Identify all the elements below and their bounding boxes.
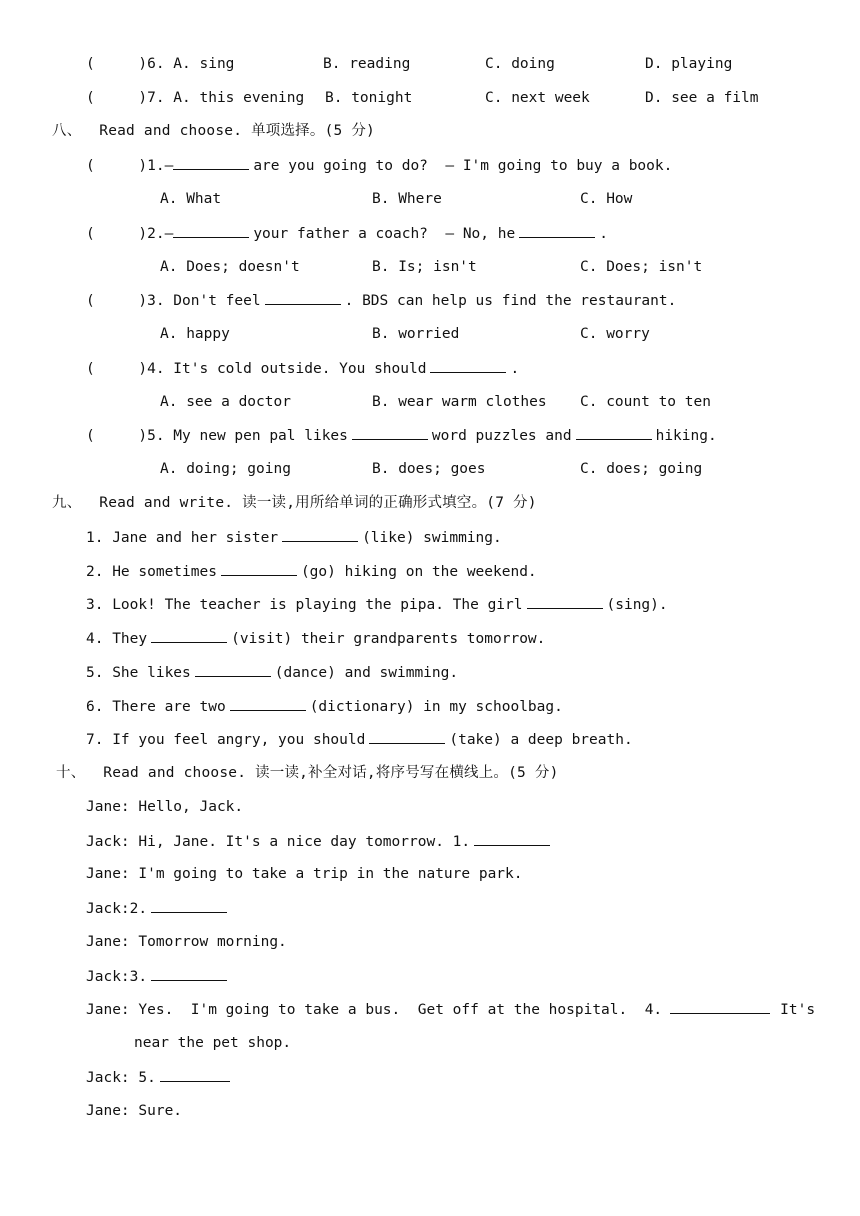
s9-item-1-pre: 1. Jane and her sister [86, 530, 279, 546]
s8-q1 [86, 155, 672, 175]
s8-q4-post: . [510, 361, 520, 377]
answer-blank[interactable] [151, 898, 227, 913]
s8-q5-mid: word puzzles and [431, 428, 572, 444]
s8-q1-post: are you going to do? — I'm going to buy a book. [253, 158, 673, 174]
s9-item-4-pre: 4. They [86, 631, 148, 647]
s9-item-3 [86, 594, 668, 614]
s7-q7-option-c: C. next week [485, 90, 590, 106]
s8-q2-pre: ( )2.— [86, 226, 174, 242]
s9-title: 九、 Read and write. 读一读,用所给单词的正确形式填空。(7 分) [52, 495, 537, 511]
s8-q2-option-b: B. Is; isn't [372, 259, 477, 275]
s7-q6-stem: ( )6. A. sing [86, 56, 235, 72]
s9-item-5-pre: 5. She likes [86, 665, 191, 681]
s8-q1-option-c: C. How [580, 191, 633, 207]
s7-q7-option-b: B. tonight [325, 90, 413, 106]
s7-q7-stem: ( )7. A. this evening [86, 90, 305, 106]
s8-q4-option-b: B. wear warm clothes [372, 394, 547, 410]
s8-q3-pre: ( )3. Don't feel [86, 293, 261, 309]
s10-line-9: Jane: Sure. [86, 1103, 183, 1119]
s9-item-3-pre: 3. Look! The teacher is playing the pipa. The girl [86, 597, 523, 613]
s8-q2-mid: your father a coach? — No, he [253, 226, 516, 242]
s9-item-5 [86, 662, 458, 682]
answer-blank[interactable] [474, 831, 550, 846]
s8-q5-option-b: B. does; goes [372, 461, 486, 477]
answer-blank[interactable] [151, 966, 227, 981]
answer-blank[interactable] [519, 223, 595, 238]
s9-item-4-post: (visit) their grandparents tomorrow. [231, 631, 546, 647]
s7-q6-option-c: C. doing [485, 56, 555, 72]
s8-q4-option-a: A. see a doctor [160, 394, 291, 410]
answer-blank[interactable] [265, 290, 341, 305]
s9-item-1-post: (like) swimming. [362, 530, 502, 546]
answer-blank[interactable] [576, 425, 652, 440]
s8-q3-option-b: B. worried [372, 326, 460, 342]
answer-blank[interactable] [160, 1067, 230, 1082]
s8-q2-option-c: C. Does; isn't [580, 259, 703, 275]
s9-item-7-post: (take) a deep breath. [449, 732, 633, 748]
s10-line-4 [86, 898, 231, 918]
s9-item-7 [86, 729, 633, 749]
s8-q3 [86, 290, 676, 310]
s8-q1-option-a: A. What [160, 191, 222, 207]
answer-blank[interactable] [527, 594, 603, 609]
s8-q4-option-c: C. count to ten [580, 394, 711, 410]
s10-line-7-cont: near the pet shop. [134, 1035, 292, 1051]
s9-item-1 [86, 527, 502, 547]
answer-blank[interactable] [670, 999, 770, 1014]
s7-q7-option-d: D. see a film [645, 90, 759, 106]
s9-item-2-pre: 2. He sometimes [86, 564, 217, 580]
answer-blank[interactable] [173, 223, 249, 238]
s10-title: 十、 Read and choose. 读一读,补全对话,将序号写在横线上。(5 分) [56, 765, 559, 781]
s10-line-5: Jane: Tomorrow morning. [86, 934, 287, 950]
s10-line-7 [86, 999, 815, 1019]
s8-q3-option-c: C. worry [580, 326, 650, 342]
answer-blank[interactable] [151, 628, 227, 643]
s10-line-6-text: Jack:3. [86, 969, 148, 985]
s10-line-8 [86, 1067, 234, 1087]
s9-item-5-post: (dance) and swimming. [274, 665, 459, 681]
answer-blank[interactable] [282, 527, 358, 542]
s8-q5-option-c: C. does; going [580, 461, 703, 477]
s8-q1-option-b: B. Where [372, 191, 442, 207]
s8-q4-pre: ( )4. It's cold outside. You should [86, 361, 427, 377]
s8-q2 [86, 223, 608, 243]
s9-item-6 [86, 696, 563, 716]
s10-line-3: Jane: I'm going to take a trip in the nature park. [86, 866, 523, 882]
s8-q1-pre: ( )1.— [86, 158, 174, 174]
s10-line-8-text: Jack: 5. [86, 1070, 156, 1086]
s9-item-4 [86, 628, 545, 648]
s9-item-2 [86, 561, 537, 581]
s10-line-7-text: Jane: Yes. I'm going to take a bus. Get off at the hospital. 4. [86, 1002, 663, 1018]
answer-blank[interactable] [230, 696, 306, 711]
answer-blank[interactable] [173, 155, 249, 170]
s10-line-6 [86, 966, 231, 986]
answer-blank[interactable] [221, 561, 297, 576]
s9-item-6-pre: 6. There are two [86, 699, 226, 715]
s9-item-3-post: (sing). [606, 597, 668, 613]
s8-q4 [86, 358, 519, 378]
s10-line-2 [86, 831, 554, 851]
s8-q5-option-a: A. doing; going [160, 461, 291, 477]
s9-item-6-post: (dictionary) in my schoolbag. [309, 699, 563, 715]
s8-q3-post: . BDS can help us find the restaurant. [344, 293, 677, 309]
answer-blank[interactable] [430, 358, 506, 373]
s7-q6-option-d: D. playing [645, 56, 733, 72]
s8-q2-option-a: A. Does; doesn't [160, 259, 300, 275]
s8-q5-pre: ( )5. My new pen pal likes [86, 428, 348, 444]
s7-q6-option-b: B. reading [323, 56, 411, 72]
s8-q5-post: hiking. [655, 428, 717, 444]
s9-item-7-pre: 7. If you feel angry, you should [86, 732, 366, 748]
s8-q2-post: . [599, 226, 608, 242]
s9-item-2-post: (go) hiking on the weekend. [300, 564, 537, 580]
s10-line-7-tail: It's [780, 1002, 816, 1018]
s8-q5 [86, 425, 717, 445]
s10-line-4-text: Jack:2. [86, 901, 148, 917]
answer-blank[interactable] [195, 662, 271, 677]
s8-q3-option-a: A. happy [160, 326, 230, 342]
answer-blank[interactable] [352, 425, 428, 440]
s8-title: 八、 Read and choose. 单项选择。(5 分) [52, 123, 375, 139]
s10-line-2-text: Jack: Hi, Jane. It's a nice day tomorrow. 1. [86, 834, 471, 850]
s10-line-1: Jane: Hello, Jack. [86, 799, 244, 815]
answer-blank[interactable] [369, 729, 445, 744]
